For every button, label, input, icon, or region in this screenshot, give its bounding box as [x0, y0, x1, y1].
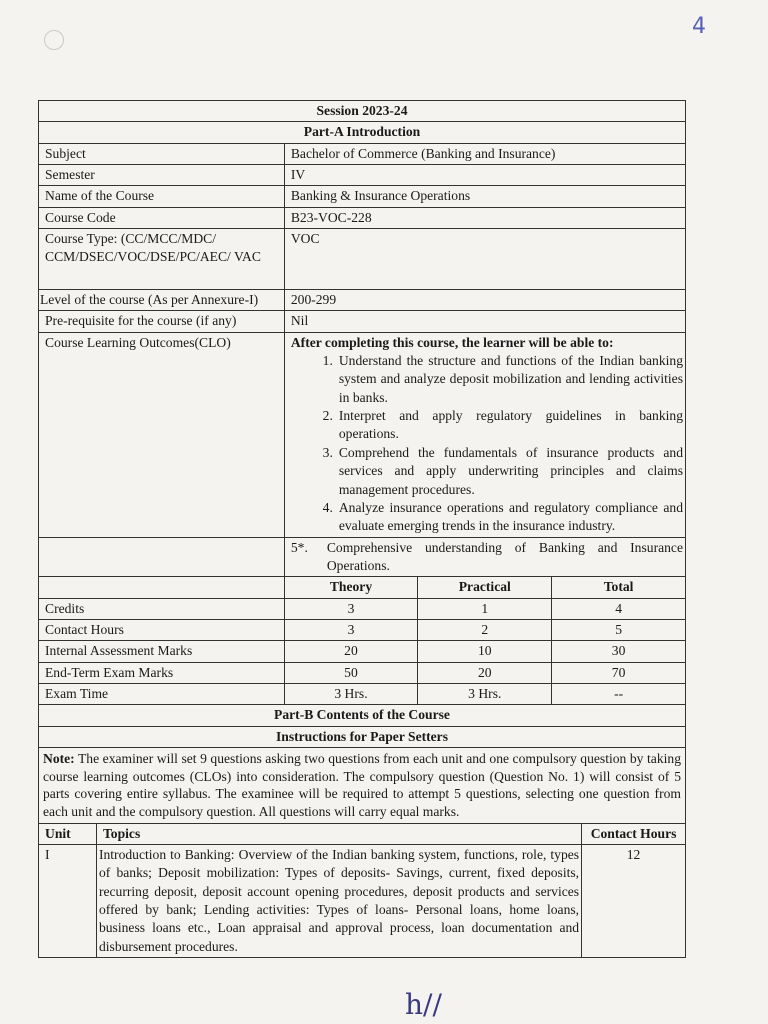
total-header: Total [552, 577, 686, 598]
unit-header: Unit [39, 824, 97, 845]
marks-value: 4 [552, 598, 686, 619]
clo-item: 3. Comprehend the fundamentals of insurance products and services and apply underwriting principles and claims management procedures. [322, 444, 683, 497]
handwritten-signature: h// [405, 988, 442, 1021]
marks-value: 2 [418, 619, 552, 640]
marks-label: Exam Time [39, 683, 285, 704]
marks-value: 1 [418, 598, 552, 619]
info-value: IV [284, 165, 685, 186]
info-value: Banking & Insurance Operations [284, 186, 685, 207]
clo-row [39, 332, 686, 537]
units-table [38, 824, 686, 958]
practical-header: Practical [418, 577, 552, 598]
info-row [39, 311, 686, 332]
theory-header: Theory [284, 577, 418, 598]
clo-intro: After completing this course, the learner will be able to: [290, 334, 614, 350]
marks-value: 5 [552, 619, 686, 640]
info-row [39, 229, 686, 290]
marks-row [39, 683, 686, 704]
marks-value: 70 [552, 662, 686, 683]
contact-hours-header: Contact Hours [582, 824, 686, 845]
marks-label: Internal Assessment Marks [39, 641, 285, 662]
marks-value: 10 [418, 641, 552, 662]
instructions-heading: Instructions for Paper Setters [39, 726, 686, 747]
marks-label: End-Term Exam Marks [39, 662, 285, 683]
info-value: 200-299 [284, 290, 685, 311]
info-value: Bachelor of Commerce (Banking and Insurance) [284, 143, 685, 164]
marks-row [39, 598, 686, 619]
marks-value: 3 [284, 619, 418, 640]
info-value: B23-VOC-228 [284, 207, 685, 228]
clo-item-5: 5*. Comprehensive understanding of Banking and Insurance Operations. [290, 539, 683, 573]
marks-value: 3 [284, 598, 418, 619]
unit-topics: Introduction to Banking: Overview of the Indian banking system, functions, role, types of banks; Deposit mobilization: Types of deposits- Savings, current, fixed deposits, recurring deposit, deposit account opening procedures, deposit products and services offered by bank; Lending activities: Types of loans- Personal loans, home loans, business loans etc., Loan appraisal and approval process, loan documentation and disbursement procedures. [96, 845, 581, 958]
marks-value: 50 [284, 662, 418, 683]
marks-table [38, 577, 686, 705]
marks-row [39, 619, 686, 640]
clo-item: 1. Understand the structure and functions of the Indian banking system and analyze deposit mobilization and lending activities in banks. [322, 353, 683, 405]
marks-value: 20 [284, 641, 418, 662]
info-label: Name of the Course [39, 186, 285, 207]
info-row [39, 143, 686, 164]
marks-label: Credits [39, 598, 285, 619]
session-heading: Session 2023-24 [39, 101, 686, 122]
punch-hole [44, 30, 64, 50]
marks-value: 30 [552, 641, 686, 662]
unit-number: I [39, 845, 97, 958]
marks-value: 3 Hrs. [418, 683, 552, 704]
info-row [39, 165, 686, 186]
clo-list [291, 352, 683, 535]
unit-row [39, 845, 686, 958]
instructions-note: Note: The examiner will set 9 questions asking two questions from each unit and one compulsory question by taking course learning outcomes (CLOs) into consideration. The compulsory question (Question No. 1) will consist of 5 parts covering entire syllabus. The examinee will be required to attempt 5 questions, selecting one question from each unit and the compulsory question. All questions will carry equal marks. [39, 747, 686, 823]
part-b-table [38, 705, 686, 823]
marks-value: 3 Hrs. [284, 683, 418, 704]
info-label: Semester [39, 165, 285, 186]
course-info-table [38, 100, 686, 577]
info-row [39, 290, 686, 311]
info-row [39, 186, 686, 207]
info-row [39, 207, 686, 228]
unit-hours: 12 [582, 845, 686, 958]
info-value: VOC [284, 229, 685, 290]
clo-item: 4. Analyze insurance operations and regulatory compliance and evaluate emerging trends in the insurance industry. [322, 499, 683, 534]
info-label: Pre-requisite for the course (if any) [39, 311, 285, 332]
info-label: Course Code [39, 207, 285, 228]
clo-extra-row [39, 537, 686, 577]
topics-header: Topics [96, 824, 581, 845]
marks-row [39, 662, 686, 683]
info-label: Level of the course (As per Annexure-I) [39, 290, 285, 311]
page-number-mark: 4 [692, 14, 706, 39]
marks-row [39, 641, 686, 662]
part-a-heading: Part-A Introduction [39, 122, 686, 143]
syllabus-document [38, 100, 686, 958]
marks-label: Contact Hours [39, 619, 285, 640]
info-label: Subject [39, 143, 285, 164]
info-value: Nil [284, 311, 685, 332]
marks-value: -- [552, 683, 686, 704]
clo-label: Course Learning Outcomes(CLO) [39, 332, 285, 537]
clo-item: 2. Interpret and apply regulatory guidelines in banking operations. [322, 408, 683, 442]
info-label: Course Type: (CC/MCC/MDC/ CCM/DSEC/VOC/DSE/PC/AEC/ VAC [39, 229, 285, 290]
part-b-heading: Part-B Contents of the Course [39, 705, 686, 726]
marks-value: 20 [418, 662, 552, 683]
